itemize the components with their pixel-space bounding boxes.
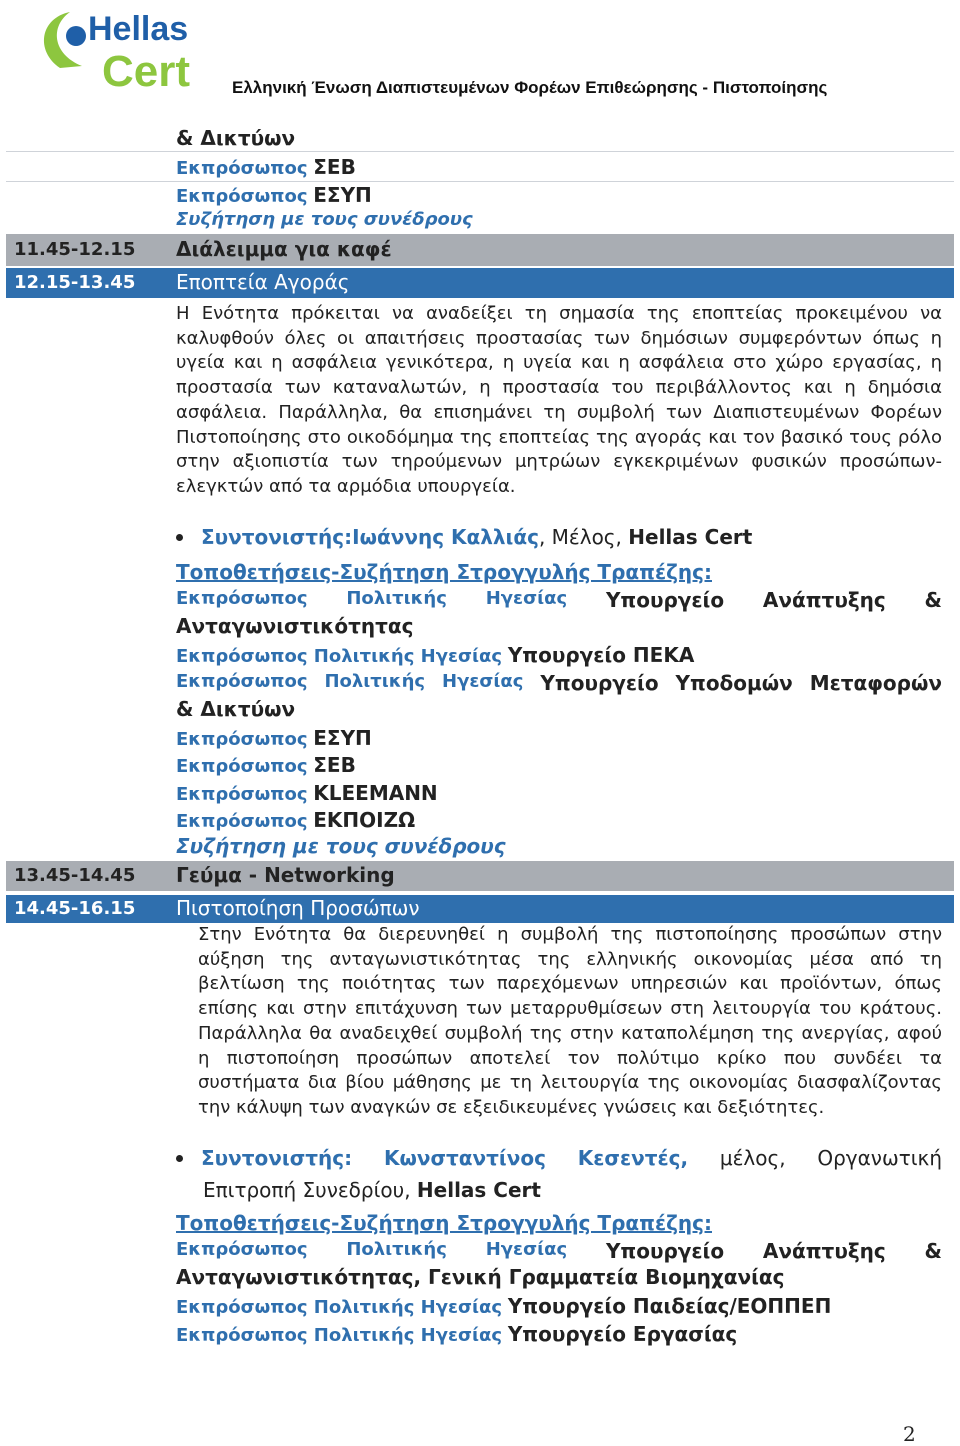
coordinator-line: Συντονιστής:Ιωάννης Καλλιάς, Μέλος, Hellas Cert <box>176 525 752 549</box>
agenda-row-break: 11.45-12.15 Διάλειμμα για καφέ <box>6 234 954 266</box>
rep-line: Εκπρόσωπος Πολιτικής Ηγεσίας Υπουργείο ΠΕΚΑ <box>176 643 695 667</box>
session-description: Η Ενότητα πρόκειται να αναδείξει τη σημασία της εποπτείας προκειμένου να καλυφθούν όλες οι απαιτήσεις προστασίας των δημόσιων συμφερόντων όπως η υγεία και η ασφάλεια γενικότερα, η υγεία και η ασφάλεια στο χώρο εργασίας, η προστασία των καταναλωτών, η προστασία του περιβάλλοντος και η δημόσια ασφάλεια. Παράλληλα, θα επισημάνει τη συμβολή των Διαπιστευμένων Φορέων Πιστοποίησης στο οικοδόμημα της εποπτείας της αγοράς και τον βασικό τους ρόλο στην αξιοπιστία των τηρούμενων μητρώων εγκεκριμένων φυσικών προσώπων-ελεγκτών από τα αρμόδια υπουργεία. <box>176 303 942 497</box>
rep-line: Εκπρόσωπος ΕΚΠΟΙΖΩ <box>176 808 416 832</box>
bullet-icon <box>176 534 183 541</box>
rep-line-cont: Ανταγωνιστικότητας, Γενική Γραμματεία Βιομηχανίας <box>176 1265 785 1289</box>
rep-line-cont: & Δικτύων <box>176 697 296 721</box>
agenda-row-session: 12.15-13.45 Εποπτεία Αγοράς <box>6 268 954 298</box>
agenda-row-break: 13.45-14.45 Γεύμα - Networking <box>6 861 954 891</box>
divider <box>6 150 954 152</box>
svg-text:Cert: Cert <box>102 47 191 94</box>
hellas-cert-logo <box>30 6 220 94</box>
rep-line: Εκπρόσωπος Πολιτικής Ηγεσίας Υπουργείο Εργασίας <box>176 1322 738 1346</box>
bullet-icon <box>176 1155 183 1162</box>
rep-line: Εκπρόσωπος Πολιτικής Ηγεσίας Υπουργείο Ανάπτυξης & <box>176 588 942 612</box>
rep-line: Εκπρόσωπος Πολιτικής Ηγεσίας Υπουργείο Παιδείας/ΕΟΠΠΕΠ <box>176 1294 832 1318</box>
coordinator-line: Συντονιστής: Κωνσταντίνος Κεσεντές, μέλος, Οργανωτική <box>176 1146 942 1170</box>
rep-line: Εκπρόσωπος ΕΣΥΠ <box>176 726 372 750</box>
rep-line: Εκπρόσωπος Πολιτικής Ηγεσίας Υπουργείο Ανάπτυξης & <box>176 1239 942 1263</box>
agenda-row-session: 14.45-16.15 Πιστοποίηση Προσώπων <box>6 895 954 923</box>
svg-text:Hellas: Hellas <box>88 10 189 48</box>
divider <box>6 180 954 182</box>
discussion-line: Συζήτηση με τους συνέδρους <box>176 209 473 230</box>
discussion-line: Συζήτηση με τους συνέδρους <box>176 834 506 858</box>
rep-line: Εκπρόσωπος KLEEMANN <box>176 781 438 805</box>
coordinator-line-cont: Επιτροπή Συνεδρίου, Hellas Cert <box>203 1178 541 1202</box>
continuation-line: & Δικτύων <box>176 126 296 150</box>
rep-line-cont: Ανταγωνιστικότητας <box>176 614 414 638</box>
session-description: Στην Ενότητα θα διερευνηθεί η συμβολή της πιστοποίησης προσώπων στην αύξηση της ανταγωνιστικότητας της ελληνικής οικονομίας μέσα από τη βελτίωση της ποιότητας των παρεχόμενων υπηρεσιών και προϊόντων, όπως επίσης και στην επιτάχυνση των μεταρρυθμίσεων στη λειτουργία του κράτους. Παράλληλα θα αναδειχθεί συμβολή της στην καταπολέμηση της ανεργίας, αφού η πιστοποίηση προσώπων αποτελεί τον πολύτιμο κρίκο που συνδέει τα συστήματα δια βίου μάθησης με τη λειτουργία της οικονομίας διασφαλίζοντας την κάλυψη των αναγκών σε εξειδικευμένες γνώσεις και δεξιότητες. <box>198 924 942 1118</box>
page-number: 2 <box>903 1422 916 1446</box>
rep-line: Εκπρόσωπος ΣΕΒ <box>176 753 356 777</box>
rep-line: Εκπρόσωπος ΕΣΥΠ <box>176 183 372 207</box>
rep-line: Εκπρόσωπος Πολιτικής Ηγεσίας Υπουργείο Υποδομών Μεταφορών <box>176 671 942 695</box>
panel-heading: Τοποθετήσεις-Συζήτηση Στρογγυλής Τραπέζης: <box>176 1211 712 1235</box>
panel-heading: Τοποθετήσεις-Συζήτηση Στρογγυλής Τραπέζης: <box>176 560 712 584</box>
rep-line: Εκπρόσωπος ΣΕΒ <box>176 155 356 179</box>
organization-title: Ελληνική Ένωση Διαπιστευμένων Φορέων Επιθεώρησης - Πιστοποίησης <box>232 78 828 97</box>
